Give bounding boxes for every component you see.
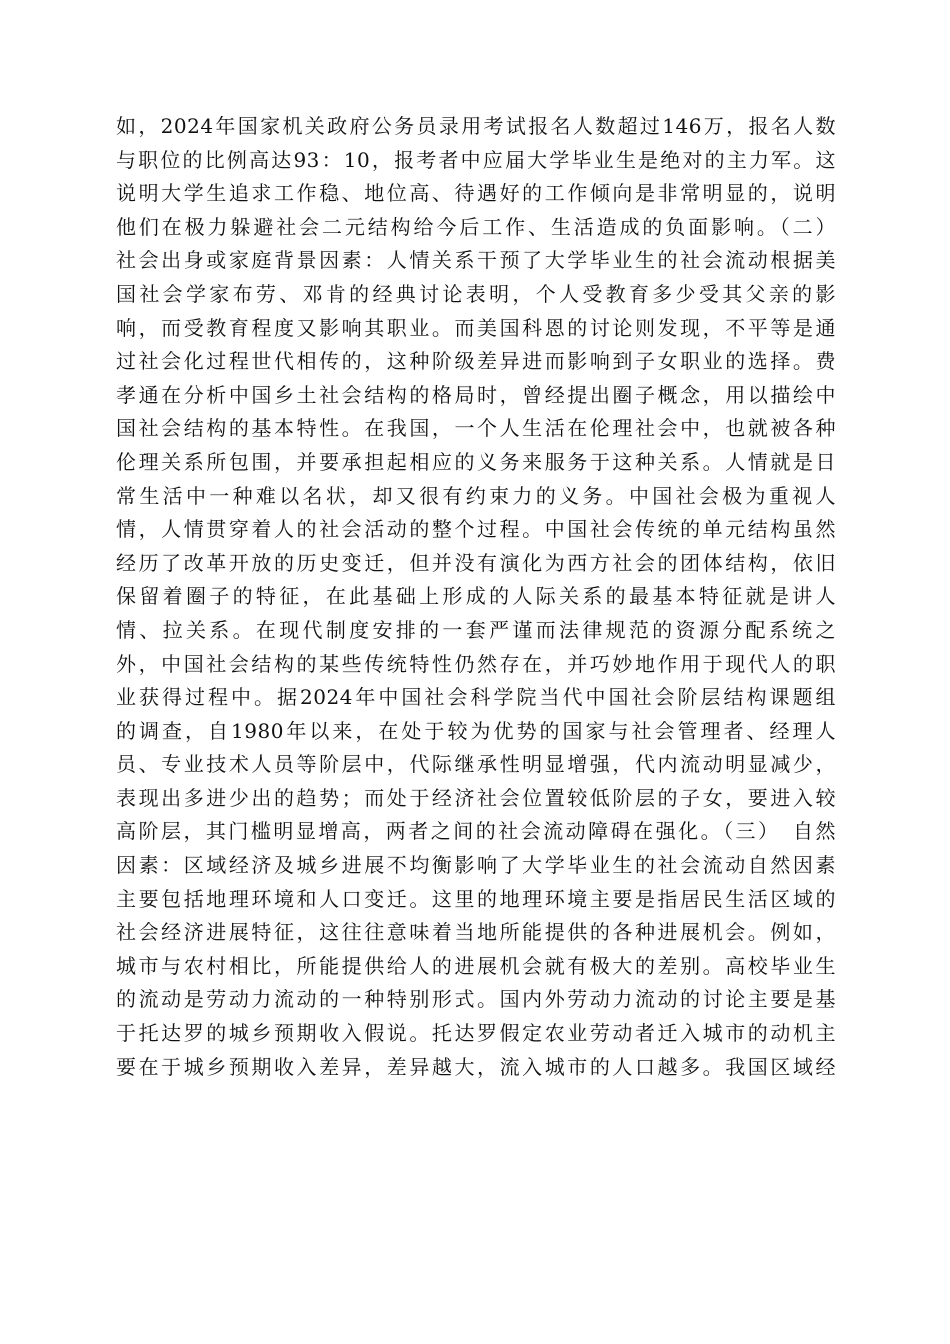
text-line: 情、拉关系。在现代制度安排的一套严谨而法律规范的资源分配系统之 bbox=[116, 617, 836, 642]
text-line: 响，而受教育程度又影响其职业。而美国科恩的讨论则发现，不平等是通 bbox=[116, 315, 836, 340]
text-line: 与职位的比例高达93：10，报考者中应届大学毕业生是绝对的主力军。这 bbox=[116, 147, 836, 172]
text-line: 主要包括地理环境和人口变迁。这里的地理环境主要是指居民生活区域的 bbox=[116, 886, 836, 911]
text-line: 国社会学家布劳、邓肯的经典讨论表明，个人受教育多少受其父亲的影 bbox=[116, 281, 836, 306]
text-line: 要在于城乡预期收入差异，差异越大，流入城市的人口越多。我国区域经 bbox=[116, 1054, 836, 1079]
text-line: 说明大学生追求工作稳、地位高、待遇好的工作倾向是非常明显的，说明 bbox=[116, 181, 836, 206]
text-line: 保留着圈子的特征，在此基础上形成的人际关系的最基本特征就是讲人 bbox=[116, 584, 836, 609]
body-text bbox=[116, 110, 836, 1084]
text-line: 城市与农村相比，所能提供给人的进展机会就有极大的差别。高校毕业生 bbox=[116, 953, 836, 978]
text-line: 他们在极力躲避社会二元结构给今后工作、生活造成的负面影响。（二） bbox=[116, 214, 836, 239]
text-line: 的流动是劳动力流动的一种特别形式。国内外劳动力流动的讨论主要是基 bbox=[116, 987, 836, 1012]
text-line: 社会出身或家庭背景因素：人情关系干预了大学毕业生的社会流动根据美 bbox=[116, 248, 836, 273]
text-line: 国社会结构的基本特性。在我国，一个人生活在伦理社会中，也就被各种 bbox=[116, 416, 836, 441]
text-line: 社会经济进展特征，这往往意味着当地所能提供的各种进展机会。例如， bbox=[116, 920, 836, 945]
text-line: 的调查，自1980年以来，在处于较为优势的国家与社会管理者、经理人 bbox=[116, 718, 836, 743]
text-line: 于托达罗的城乡预期收入假说。托达罗假定农业劳动者迁入城市的动机主 bbox=[116, 1021, 836, 1046]
text-line: 经历了改革开放的历史变迁，但并没有演化为西方社会的团体结构，依旧 bbox=[116, 550, 836, 575]
text-line: 常生活中一种难以名状，却又很有约束力的义务。中国社会极为重视人 bbox=[116, 483, 836, 508]
text-line: 情，人情贯穿着人的社会活动的整个过程。中国社会传统的单元结构虽然 bbox=[116, 517, 836, 542]
text-line: 外，中国社会结构的某些传统特性仍然存在，并巧妙地作用于现代人的职 bbox=[116, 651, 836, 676]
text-line: 员、专业技术人员等阶层中，代际继承性明显增强，代内流动明显减少， bbox=[116, 752, 836, 777]
text-line: 因素：区域经济及城乡进展不均衡影响了大学毕业生的社会流动自然因素 bbox=[116, 853, 836, 878]
text-line: 高阶层，其门槛明显增高，两者之间的社会流动障碍在强化。（三） 自然 bbox=[116, 819, 836, 844]
text-line: 表现出多进少出的趋势；而处于经济社会位置较低阶层的子女，要进入较 bbox=[116, 785, 836, 810]
text-line: 伦理关系所包围，并要承担起相应的义务来服务于这种关系。人情就是日 bbox=[116, 449, 836, 474]
text-line: 业获得过程中。据2024年中国社会科学院当代中国社会阶层结构课题组 bbox=[116, 685, 836, 710]
text-line: 过社会化过程世代相传的，这种阶级差异进而影响到子女职业的选择。费 bbox=[116, 349, 836, 374]
text-line: 孝通在分析中国乡土社会结构的格局时，曾经提出圈子概念，用以描绘中 bbox=[116, 382, 836, 407]
text-line: 如，2024年国家机关政府公务员录用考试报名人数超过146万，报名人数 bbox=[116, 114, 836, 138]
